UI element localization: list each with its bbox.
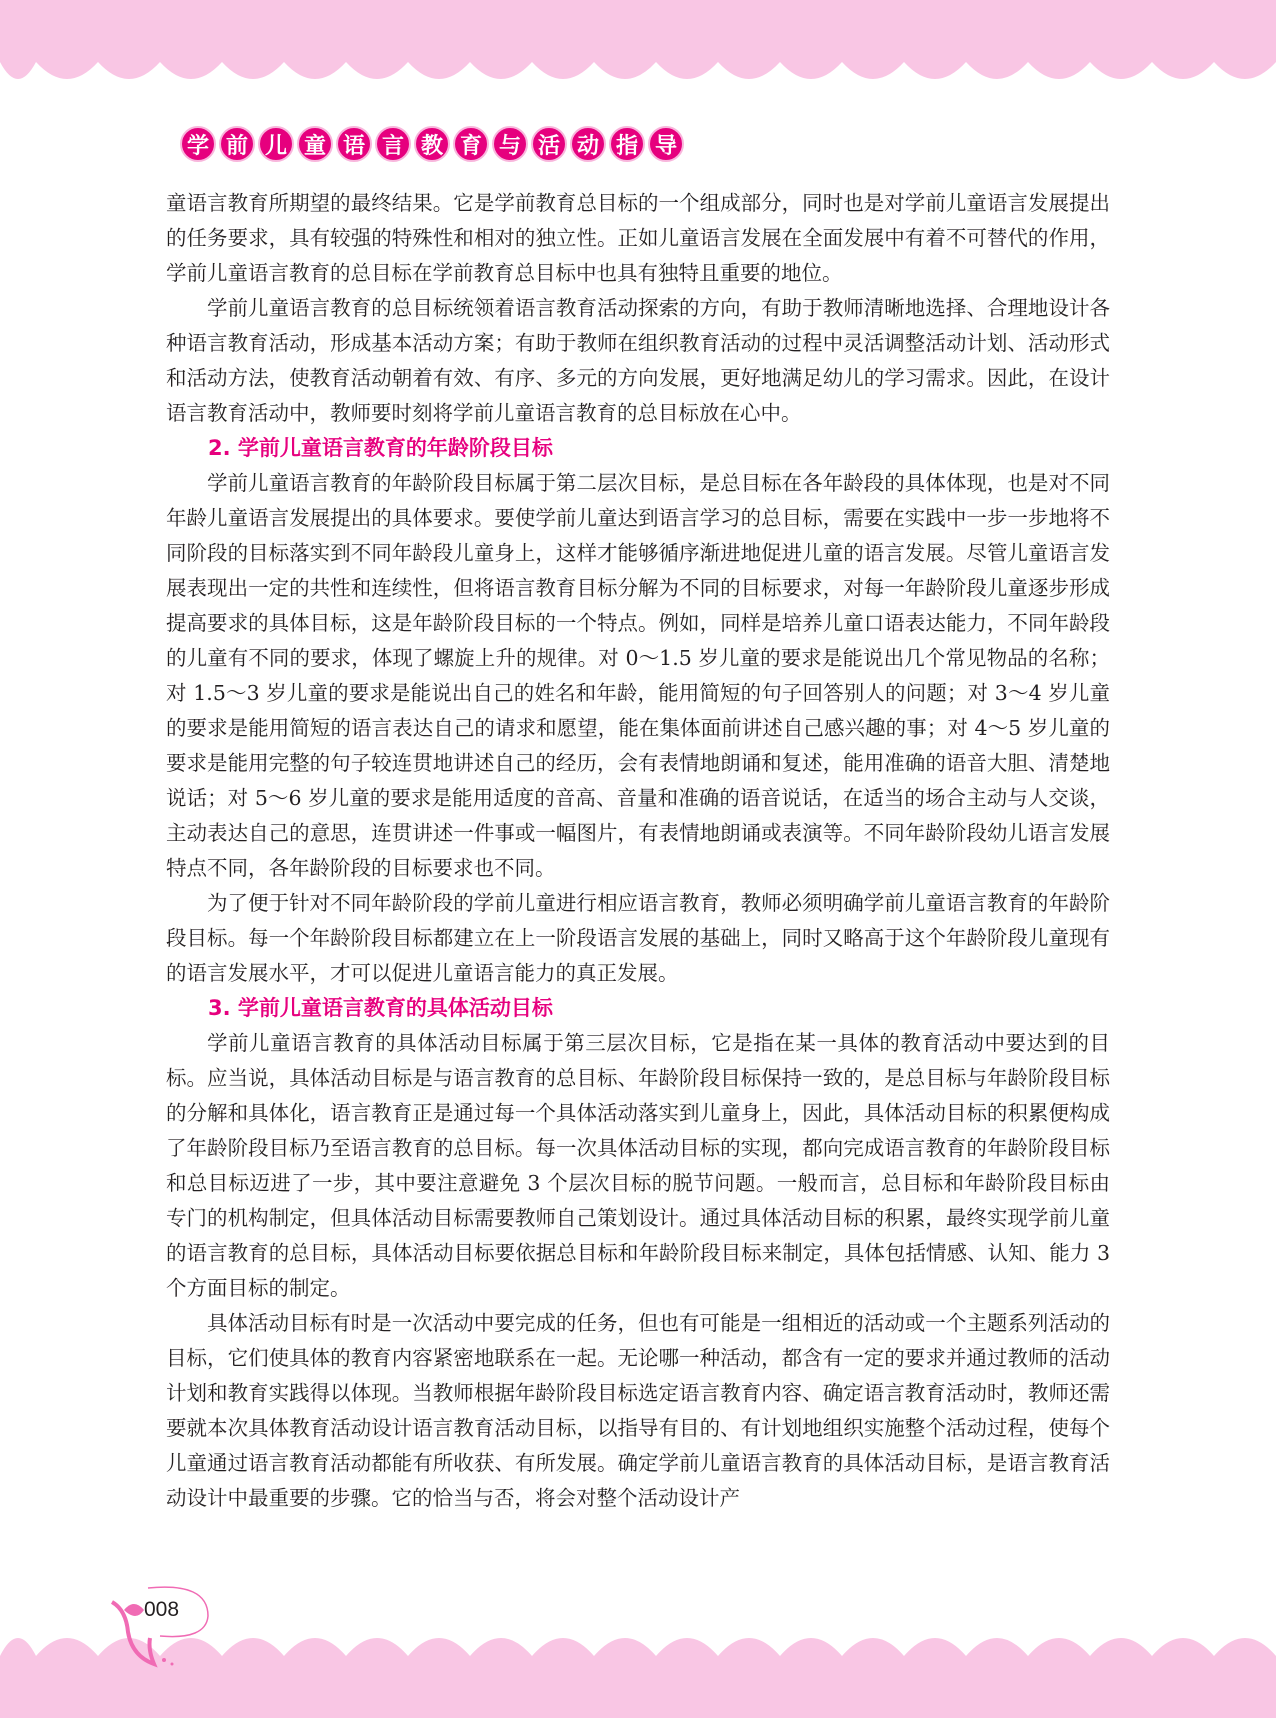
- paragraph-4: 为了便于针对不同年龄阶段的学前儿童进行相应语言教育，教师必须明确学前儿童语言教育的年龄阶段目标。每一个年龄阶段目标都建立在上一阶段语言发展的基础上，同时又略高于这个年龄阶段儿童现有的语言发展水平，才可以促进儿童语言能力的真正发展。: [166, 891, 1110, 985]
- page-body: [166, 186, 1110, 1516]
- running-title-char: 前: [219, 126, 255, 162]
- running-title-char: 导: [648, 126, 684, 162]
- running-title-char: 童: [297, 126, 333, 162]
- paragraph-5: 学前儿童语言教育的具体活动目标属于第三层次目标，它是指在某一具体的教育活动中要达到的目标。应当说，具体活动目标是与语言教育的总目标、年龄阶段目标保持一致的，是总目标与年龄阶段目标的分解和具体化，语言教育正是通过每一个具体活动落实到儿童身上，因此，具体活动目标的积累便构成了年龄阶段目标乃至语言教育的总目标。每一次具体活动目标的实现，都向完成语言教育的年龄阶段目标和总目标迈进了一步，其中要注意避免 3 个层次目标的脱节问题。一般而言，总目标和年龄阶段目标由专门的机构制定，但具体活动目标需要教师自己策划设计。通过具体活动目标的积累，最终实现学前儿童的语言教育的总目标，具体活动目标要依据总目标和年龄阶段目标来制定，具体包括情感、认知、能力 3 个方面目标的制定。: [166, 1031, 1110, 1300]
- page-number-badge: [104, 1580, 224, 1670]
- paragraph-3: 学前儿童语言教育的年龄阶段目标属于第二层次目标，是总目标在各年龄段的具体体现，也是对不同年龄儿童语言发展提出的具体要求。要使学前儿童达到语言学习的总目标，需要在实践中一步一步地将不同阶段的目标落实到不同年龄段儿童身上，这样才能够循序渐进地促进儿童的语言发展。尽管儿童语言发展表现出一定的共性和连续性，但将语言教育目标分解为不同的目标要求，对每一年龄阶段儿童逐步形成提高要求的具体目标，这是年龄阶段目标的一个特点。例如，同样是培养儿童口语表达能力，不同年龄段的儿童有不同的要求，体现了螺旋上升的规律。对 0～1.5 岁儿童的要求是能说出几个常见物品的名称；对 1.5～3 岁儿童的要求是能说出自己的姓名和年龄，能用简短的句子回答别人的问题；对 3～4 岁儿童的要求是能用简短的语言表达自己的请求和愿望，能在集体面前讲述自己感兴趣的事；对 4～5 岁儿童的要求是能用完整的句子较连贯地讲述自己的经历，会有表情地朗诵和复述，能用准确的语音大胆、清楚地说话；对 5～6 岁儿童的要求是能用适度的音高、音量和准确的语音说话，在适当的场合主动与人交谈，主动表达自己的意思，连贯讲述一件事或一幅图片，有表情地朗诵或表演等。不同年龄阶段幼儿语言发展特点不同，各年龄阶段的目标要求也不同。: [166, 471, 1110, 880]
- running-title-char: 学: [180, 126, 216, 162]
- page-number: 008: [144, 1598, 180, 1621]
- running-title-char: 动: [570, 126, 606, 162]
- running-title-char: 语: [336, 126, 372, 162]
- running-title-char: 儿: [258, 126, 294, 162]
- running-title: [180, 124, 684, 164]
- running-title-char: 教: [414, 126, 450, 162]
- paragraph-2: 学前儿童语言教育的总目标统领着语言教育活动探索的方向，有助于教师清晰地选择、合理地设计各种语言教育活动，形成基本活动方案；有助于教师在组织教育活动的过程中灵活调整活动计划、活动形式和活动方法，使教育活动朝着有效、有序、多元的方向发展，更好地满足幼儿的学习需求。因此，在设计语言教育活动中，教师要时刻将学前儿童语言教育的总目标放在心中。: [166, 296, 1110, 425]
- running-title-char: 活: [531, 126, 567, 162]
- section-heading-2: 2. 学前儿童语言教育的年龄阶段目标: [208, 436, 553, 460]
- running-title-char: 指: [609, 126, 645, 162]
- section-heading-3: 3. 学前儿童语言教育的具体活动目标: [208, 996, 553, 1020]
- running-title-char: 言: [375, 126, 411, 162]
- paragraph-1: 童语言教育所期望的最终结果。它是学前教育总目标的一个组成部分，同时也是对学前儿童语言发展提出的任务要求，具有较强的特殊性和相对的独立性。正如儿童语言发展在全面发展中有着不可替代的作用，学前儿童语言教育的总目标在学前教育总目标中也具有独特且重要的地位。: [166, 191, 1110, 285]
- top-scallop-border: [0, 0, 1276, 100]
- decorative-bird-icon: [104, 1580, 224, 1670]
- running-title-char: 与: [492, 126, 528, 162]
- paragraph-6: 具体活动目标有时是一次活动中要完成的任务，但也有可能是一组相近的活动或一个主题系列活动的目标，它们使具体的教育内容紧密地联系在一起。无论哪一种活动，都含有一定的要求并通过教师的活动计划和教育实践得以体现。当教师根据年龄阶段目标选定语言教育内容、确定语言教育活动时，教师还需要就本次具体教育活动设计语言教育活动目标，以指导有目的、有计划地组织实施整个活动过程，使每个儿童通过语言教育活动都能有所收获、有所发展。确定学前儿童语言教育的具体活动目标，是语言教育活动设计中最重要的步骤。它的恰当与否，将会对整个活动设计产: [166, 1311, 1110, 1510]
- running-title-char: 育: [453, 126, 489, 162]
